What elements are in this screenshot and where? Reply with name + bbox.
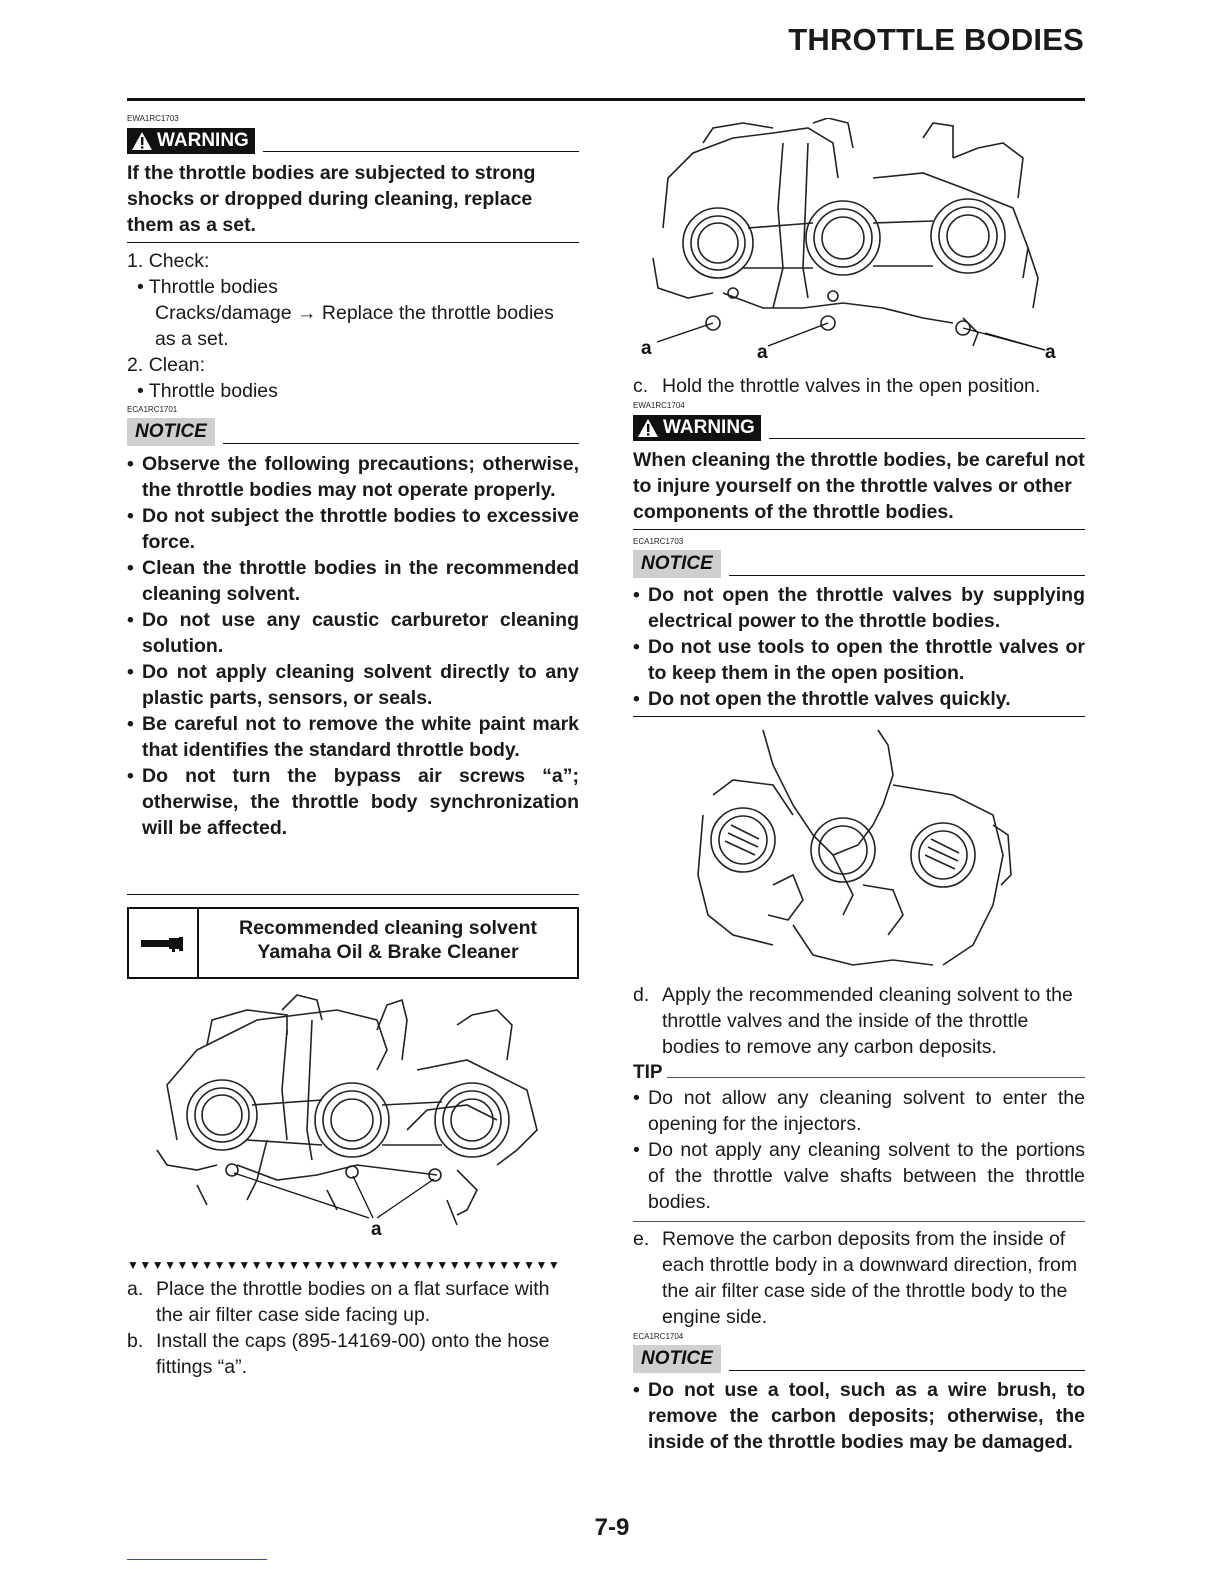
- warning-triangle-icon: [131, 131, 153, 151]
- notice-item: • Observe the following precautions; otherwise, the throttle bodies may not operate properly.: [127, 451, 579, 503]
- procedure-marker-row: ▼▼▼▼▼▼▼▼▼▼▼▼▼▼▼▼▼▼▼▼▼▼▼▼▼▼▼▼▼▼▼▼▼▼▼: [127, 1258, 561, 1272]
- notice-list: [127, 451, 579, 841]
- warning-text: When cleaning the throttle bodies, be careful not to injure yourself on the throttle valves or other components of the throttle bodies.: [633, 449, 1085, 523]
- notice-item: • Do not use a tool, such as a wire brush, to remove the carbon deposits; otherwise, the inside of the throttle bodies may be damaged.: [633, 1377, 1085, 1455]
- divider: [769, 438, 1085, 439]
- page-title: THROTTLE BODIES: [788, 22, 1084, 57]
- notice-header: [127, 418, 579, 446]
- divider: [223, 443, 579, 444]
- notice-badge: NOTICE: [633, 550, 721, 578]
- divider: [633, 1221, 1085, 1222]
- notice-item: • Do not use tools to open the throttle valves or to keep them in the open position.: [633, 634, 1085, 686]
- divider: [729, 575, 1085, 576]
- footer-line: [127, 1559, 267, 1560]
- warning-label: WARNING: [663, 417, 755, 438]
- step-detail: Cracks/damage → Replace the throttle bodies as a set.: [155, 302, 554, 350]
- divider: [127, 242, 579, 243]
- warning-badge: [127, 128, 255, 154]
- divider: [667, 1077, 1085, 1078]
- figure-label-a: a: [757, 342, 768, 363]
- notice-list: [633, 582, 1085, 712]
- notice-code: ECA1RC1704: [633, 1332, 684, 1341]
- tip-item: • Do not apply any cleaning solvent to the portions of the throttle valve shafts between the throttle bodies.: [633, 1137, 1085, 1215]
- throttle-body-figure-1: [137, 990, 577, 1245]
- step-text: Apply the recommended cleaning solvent to the throttle valves and the inside of the throttle bodies to remove any carbon deposits.: [662, 984, 1073, 1058]
- step-text: Remove the carbon deposits from the inside of each throttle body in a downward direction, from the air filter case side of the throttle body to the engine side.: [662, 1228, 1078, 1328]
- solvent-product: Yamaha Oil & Brake Cleaner: [257, 941, 519, 963]
- solvent-spec-box: [127, 907, 579, 979]
- step-text: Hold the throttle valves in the open position.: [662, 375, 1041, 397]
- step-title: Clean:: [148, 354, 206, 376]
- notice-header: [633, 550, 1085, 578]
- tip-label: TIP: [633, 1062, 663, 1083]
- tip-list: [633, 1085, 1085, 1215]
- figure-label-a: a: [641, 338, 652, 359]
- solvent-text: [199, 909, 577, 977]
- notice-code: ECA1RC1703: [633, 537, 684, 546]
- step-e: [633, 1226, 1085, 1330]
- step-item: • Throttle bodies: [137, 276, 278, 298]
- notice-item: • Do not subject the throttle bodies to excessive force.: [127, 503, 579, 555]
- header-rule: [127, 98, 1085, 101]
- notice-item: • Do not use any caustic carburetor cleaning solution.: [127, 607, 579, 659]
- warning-header: [127, 128, 579, 154]
- step-c: [633, 373, 1085, 399]
- notice-badge: NOTICE: [127, 418, 215, 446]
- step-text: Install the caps (895-14169-00) onto the hose fittings “a”.: [156, 1330, 550, 1378]
- throttle-body-figure-2: [633, 118, 1085, 368]
- solvent-spray-icon: [129, 909, 199, 977]
- page-number: 7-9: [594, 1514, 630, 1541]
- divider: [729, 1370, 1085, 1371]
- figure-label-a: a: [1045, 342, 1056, 363]
- warning-badge: [633, 415, 761, 441]
- step-1: [127, 248, 579, 352]
- notice-item: • Do not open the throttle valves quickly.: [633, 686, 1085, 712]
- step-2: [127, 352, 579, 404]
- step-a: [127, 1276, 579, 1328]
- notice-item: • Do not open the throttle valves by supplying electrical power to the throttle bodies.: [633, 582, 1085, 634]
- step-d: [633, 982, 1085, 1060]
- step-item: • Throttle bodies: [137, 380, 278, 402]
- warning-code: EWA1RC1703: [127, 114, 179, 123]
- step-number: 2.: [127, 354, 144, 376]
- notice-code: ECA1RC1701: [127, 405, 178, 414]
- warning-triangle-icon: [637, 418, 659, 438]
- step-letter: c.: [633, 375, 649, 397]
- notice-item: • Do not apply cleaning solvent directly to any plastic parts, sensors, or seals.: [127, 659, 579, 711]
- warning-code: EWA1RC1704: [633, 401, 685, 410]
- notice-item: • Do not turn the bypass air screws “a”; otherwise, the throttle body synchronization will be affected.: [127, 763, 579, 841]
- warning-header: [633, 415, 1085, 441]
- step-letter: a.: [127, 1278, 144, 1300]
- step-b: [127, 1328, 579, 1380]
- divider: [263, 151, 579, 152]
- warning-text: If the throttle bodies are subjected to strong shocks or dropped during cleaning, replace them as a set.: [127, 162, 536, 236]
- step-letter: b.: [127, 1330, 144, 1352]
- divider: [633, 716, 1085, 717]
- step-title: Check:: [148, 250, 210, 272]
- step-letter: e.: [633, 1228, 650, 1250]
- divider: [127, 894, 579, 895]
- notice-item: • Be careful not to remove the white paint mark that identifies the standard throttle body.: [127, 711, 579, 763]
- notice-badge: NOTICE: [633, 1345, 721, 1373]
- notice-header: [633, 1345, 1085, 1373]
- notice-item: • Clean the throttle bodies in the recommended cleaning solvent.: [127, 555, 579, 607]
- step-text: Place the throttle bodies on a flat surface with the air filter case side facing up.: [156, 1278, 550, 1326]
- figure-label-a: a: [371, 1219, 382, 1240]
- warning-label: WARNING: [157, 130, 249, 151]
- solvent-title: Recommended cleaning solvent: [239, 917, 537, 939]
- notice-list: [633, 1377, 1085, 1455]
- step-letter: d.: [633, 984, 650, 1006]
- step-number: 1.: [127, 250, 144, 272]
- divider: [633, 529, 1085, 530]
- throttle-valve-hand-figure: [693, 725, 1033, 975]
- tip-item: • Do not allow any cleaning solvent to enter the opening for the injectors.: [633, 1085, 1085, 1137]
